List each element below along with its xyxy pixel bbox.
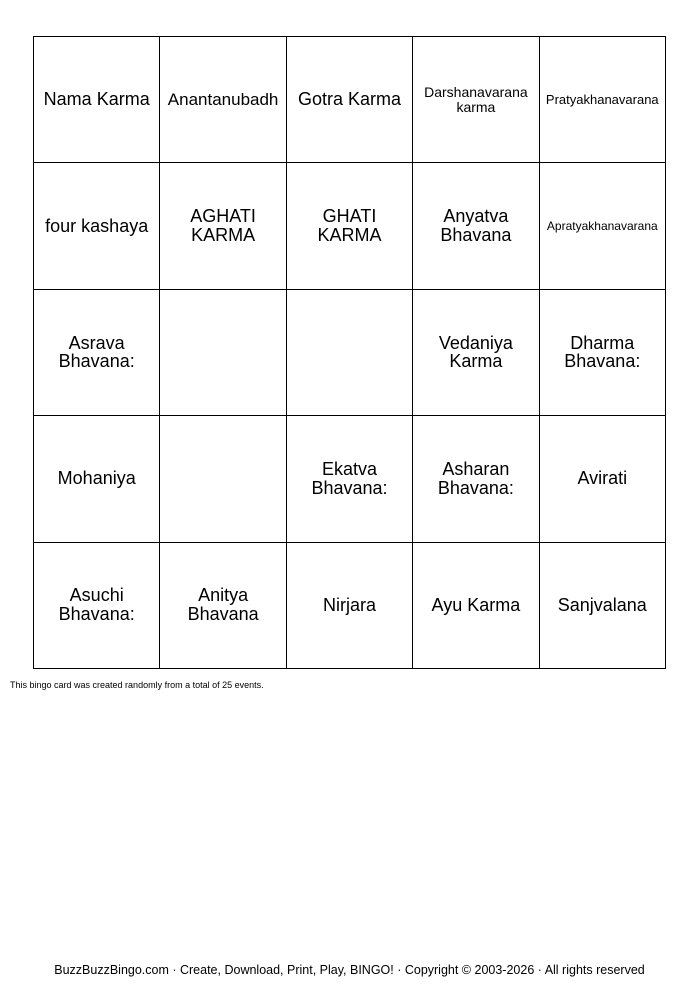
- bingo-cell: Pratyakhanavarana: [540, 37, 666, 163]
- bingo-cell: Darshanavarana karma: [413, 37, 539, 163]
- bingo-cell: Ekatva Bhavana:: [287, 416, 413, 542]
- bingo-cell-empty: [287, 290, 413, 416]
- bingo-cell: Asrava Bhavana:: [34, 290, 160, 416]
- card-note: This bingo card was created randomly from a total of 25 events.: [10, 680, 264, 690]
- bingo-cell: Avirati: [540, 416, 666, 542]
- bingo-cell: Asharan Bhavana:: [413, 416, 539, 542]
- bingo-cell-empty: [160, 290, 286, 416]
- bingo-cell: Anyatva Bhavana: [413, 163, 539, 289]
- bingo-cell: Anitya Bhavana: [160, 543, 286, 669]
- bingo-cell: Dharma Bhavana:: [540, 290, 666, 416]
- bingo-cell: Apratyakhanavarana: [540, 163, 666, 289]
- bingo-cell: AGHATI KARMA: [160, 163, 286, 289]
- bingo-cell: Gotra Karma: [287, 37, 413, 163]
- bingo-cell: Ayu Karma: [413, 543, 539, 669]
- bingo-cell: Mohaniya: [34, 416, 160, 542]
- bingo-cell: GHATI KARMA: [287, 163, 413, 289]
- bingo-cell-empty: [160, 416, 286, 542]
- bingo-cell: Asuchi Bhavana:: [34, 543, 160, 669]
- bingo-card: [33, 36, 666, 669]
- bingo-cell: Anantanubadh: [160, 37, 286, 163]
- bingo-cell: Vedaniya Karma: [413, 290, 539, 416]
- bingo-cell: Nirjara: [287, 543, 413, 669]
- bingo-cell: four kashaya: [34, 163, 160, 289]
- footer-copyright: BuzzBuzzBingo.com · Create, Download, Print, Play, BINGO! · Copyright © 2003-2026 · All rights reserved: [54, 963, 645, 977]
- bingo-cell: Nama Karma: [34, 37, 160, 163]
- bingo-cell: Sanjvalana: [540, 543, 666, 669]
